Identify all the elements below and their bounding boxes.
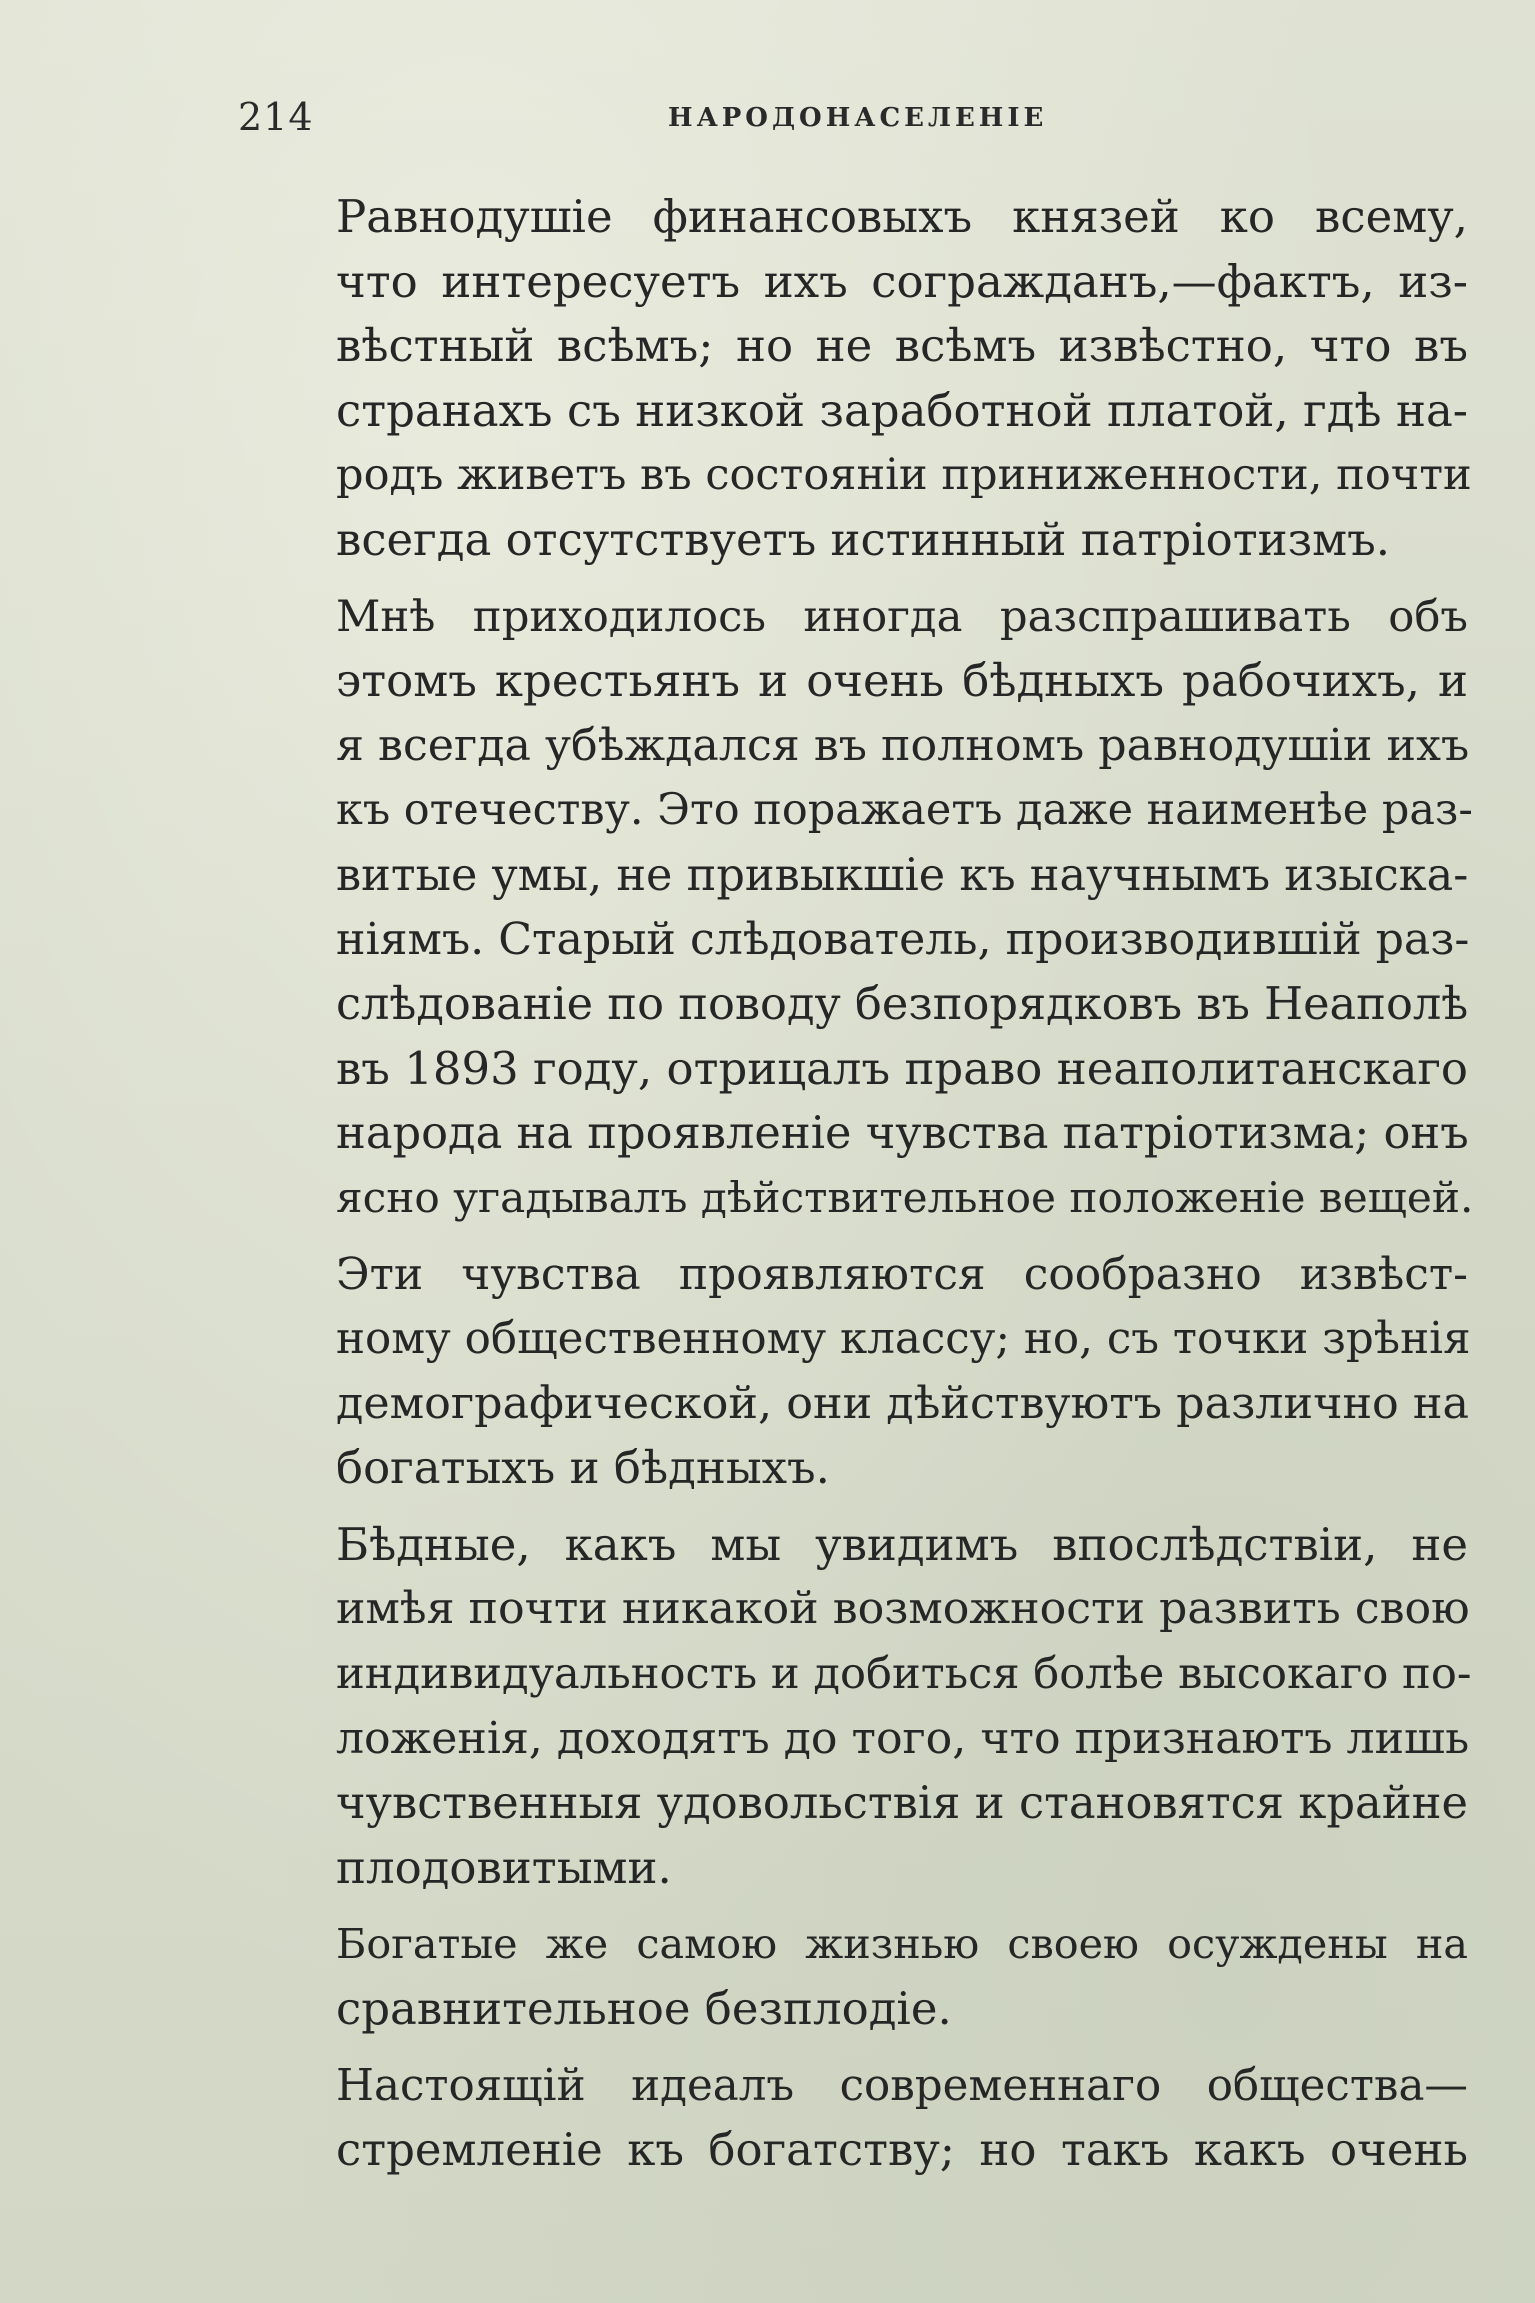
text-line: слѣдованіе по поводу безпорядковъ въ Неаполѣ — [336, 978, 1469, 1031]
text-line: родъ живетъ въ состояніи приниженности, почти — [336, 450, 1472, 501]
text-line: сравнительное безплодіе. — [336, 1982, 952, 2036]
text-line: Настоящій идеалъ современнаго общества— — [336, 2060, 1468, 2111]
text-line: индивидуальность и добиться болѣе высокаго по- — [336, 1649, 1472, 1700]
text-line: народа на проявленіе чувства патріотизма; онъ — [336, 1106, 1469, 1160]
page-header — [238, 95, 1475, 145]
paragraph-6 — [238, 2054, 1468, 2183]
text-line: ному общественному классу; но, съ точки зрѣнія — [336, 1314, 1471, 1365]
text-line: ніямъ. Старый слѣдователь, производившій раз- — [336, 913, 1470, 965]
body-text — [238, 185, 1474, 2183]
text-line: этомъ крестьянъ и очень бѣдныхъ рабочихъ, и — [336, 654, 1468, 708]
text-line: къ отечеству. Это поражаетъ даже наименѣе раз- — [336, 785, 1473, 836]
text-line: Равнодушіе финансовыхъ князей ко всему, — [336, 190, 1468, 243]
text-line: имѣя почти никакой возможности развить свою — [336, 1583, 1470, 1635]
paragraph-3 — [238, 1243, 1471, 1501]
text-line: что интересуетъ ихъ согражданъ,—фактъ, из- — [336, 254, 1468, 308]
text-line: Мнѣ приходилось иногда разспрашивать объ — [336, 591, 1468, 642]
text-line: вѣстный всѣмъ; но не всѣмъ извѣстно, что въ — [336, 319, 1468, 373]
text-line: ложенія, доходятъ до того, что признаютъ лишь — [336, 1712, 1470, 1764]
paragraph-5 — [238, 1912, 1468, 2041]
text-line: плодовитыми. — [336, 1840, 672, 1894]
text-line: Богатые же самою жизнью своею осуждены на — [336, 1920, 1468, 1969]
text-line: странахъ съ низкой заработной платой, гдѣ на- — [336, 383, 1468, 437]
text-line: демографической, они дѣйствуютъ различно на — [336, 1377, 1469, 1429]
text-line: витые умы, не привыкшіе къ научнымъ изыска- — [336, 848, 1469, 901]
text-line: Эти чувства проявляются сообразно извѣст- — [336, 1248, 1468, 1300]
text-line: я всегда убѣждался въ полномъ равнодушіи ихъ — [336, 719, 1470, 771]
running-title: НАРОДОНАСЕЛЕНІЕ — [668, 103, 1048, 133]
page-number: 214 — [238, 95, 314, 139]
text-line: въ 1893 году, отрицалъ право неаполитанскаго — [336, 1041, 1468, 1095]
text-line: всегда отсутствуетъ истинный патріотизмъ. — [336, 512, 1391, 566]
text-line: чувственныя удовольствія и становятся крайне — [336, 1776, 1468, 1830]
text-line: стремленіе къ богатству; но такъ какъ очень — [336, 2123, 1468, 2177]
paragraph-1 — [238, 185, 1472, 573]
text-line: Бѣдные, какъ мы увидимъ впослѣдствіи, не — [336, 1517, 1468, 1571]
text-line: богатыхъ и бѣдныхъ. — [336, 1441, 830, 1495]
paragraph-4 — [238, 1513, 1472, 1901]
text-line: ясно угадывалъ дѣйствительное положеніе вещей. — [336, 1172, 1474, 1222]
paragraph-2 — [238, 585, 1474, 1231]
